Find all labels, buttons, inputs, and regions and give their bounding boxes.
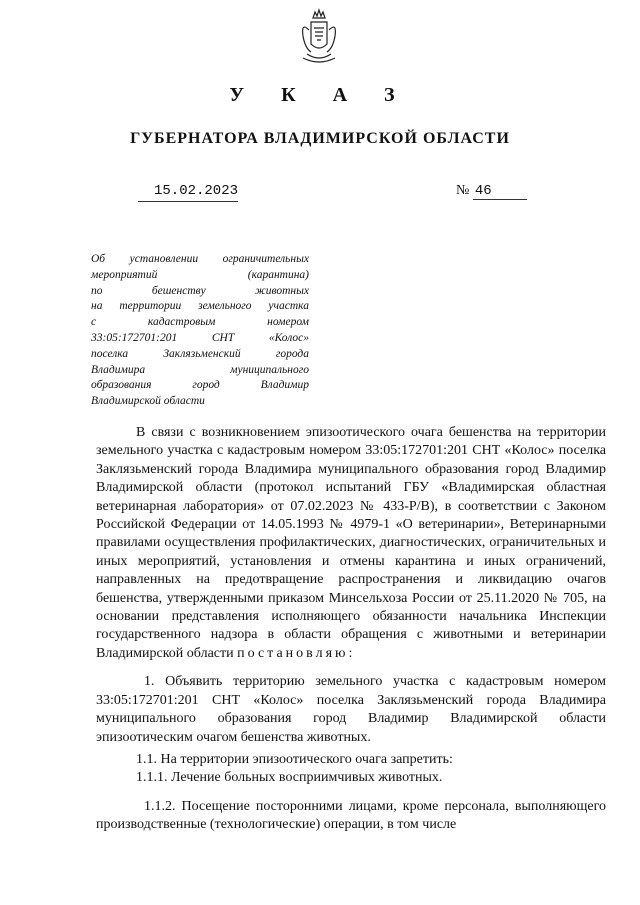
decree-word: постановляю: <box>237 645 356 661</box>
number-sign: № <box>456 183 470 198</box>
heading-line: по бешенству животных <box>91 284 309 297</box>
heading-line: Владимира муниципального <box>91 363 309 376</box>
coat-of-arms-emblem <box>297 8 341 66</box>
item-1-1: 1.1. На территории эпизоотического очага запретить: <box>136 751 453 767</box>
heading-line: Об установлении ограничительных <box>91 253 309 265</box>
decree-body <box>96 424 606 835</box>
issuer-title: ГУБЕРНАТОРА ВЛАДИМИРСКОЙ ОБЛАСТИ <box>130 130 510 147</box>
item-1-1-1: 1.1.1. Лечение больных восприимчивых животных. <box>136 770 443 786</box>
decree-heading <box>91 252 309 410</box>
heading-line: 33:05:172701:201 СНТ «Колос» <box>91 331 309 344</box>
heading-line: Владимирской области <box>91 395 205 408</box>
preamble-text: В связи с возникновением эпизоотического очага бешенства на территории земельного участка с кадастровым номером 33:05:172701:201 СНТ «Колос» поселка Заклязьменский города Владимира муниципального образования город Владимир Владимирской области (протокол испытаний ГБУ «Владимирская областная ветеринарная лаборатория» от 07.02.2023 № 433-Р/В), в соответствии с Законом Российской Федерации от 14.05.1993 № 4979-1 «О ветеринарии», Ветеринарными правилами осуществления профилактических, диагностических, ограничительных и иных мероприятий, установления и отмены карантина и иных ограничений, направленных на предотвращение распространения и ликвидацию очагов бешенства, утвержденными приказом Минсельхоза России от 25.11.2020 № 705, на основании представления исполняющего обязанности начальника Инспекции государственного надзора в области обращения с животными и ветеринарии Владимирской области <box>96 425 606 661</box>
heading-line: с кадастровым номером <box>91 316 309 329</box>
decree-number <box>456 183 527 200</box>
item-1: 1. Объявить территорию земельного участка с кадастровым номером 33:05:172701:201 СНТ «Колос» поселка Заклязьменский города Владимира муниципального образования город Владимир Владимирской области эпизоотическим очагом бешенства животных. <box>96 674 606 745</box>
item-1-1-2: 1.1.2. Посещение посторонними лицами, кроме персонала, выполняющего производственные (технологические) операции, в том числе <box>96 798 606 833</box>
document-title: У К А З <box>229 84 411 106</box>
heading-line: образования город Владимир <box>91 379 309 392</box>
heading-line: поселка Заклязьменский города <box>91 347 309 360</box>
number-value: 46 <box>473 183 527 200</box>
heading-line: мероприятий (карантина) <box>91 268 309 281</box>
preamble-paragraph <box>96 424 606 663</box>
decree-date: 15.02.2023 <box>138 183 238 202</box>
heading-line: на территории земельного участка <box>91 300 309 313</box>
